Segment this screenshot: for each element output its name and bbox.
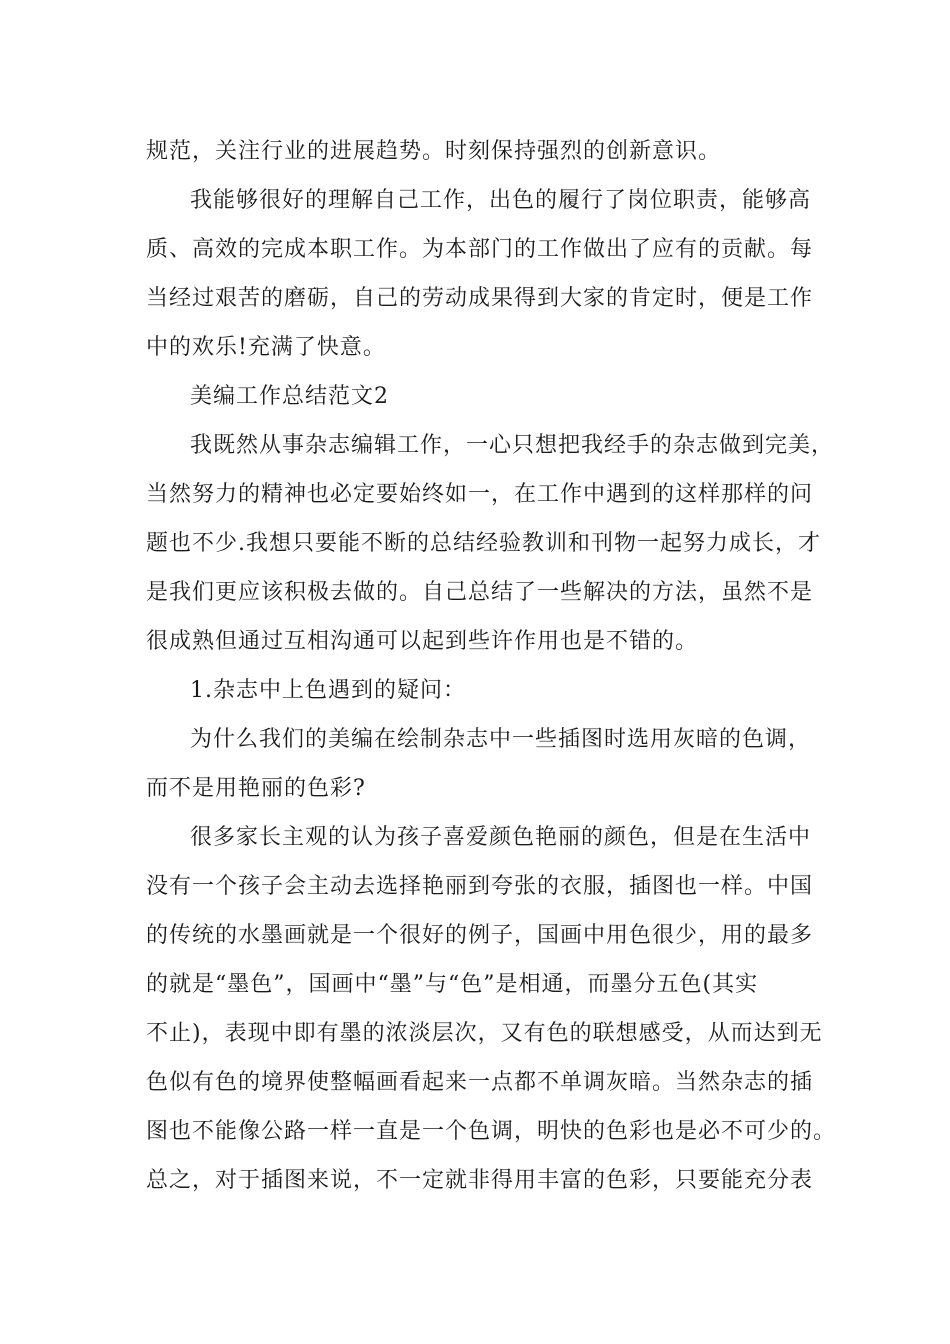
text-line-17: 的传统的水墨画就是一个很好的例子，国画中用色很少，用的最多	[146, 923, 814, 948]
text-line-18: 的就是“墨色”，国画中“墨”与“色”是相通，而墨分五色(其实	[146, 972, 759, 997]
text-line-2: 我能够很好的理解自己工作，出色的履行了岗位职责，能够高	[190, 188, 812, 213]
subsection-heading: 1.杂志中上色遇到的疑问：	[190, 678, 466, 703]
text-line-16: 没有一个孩子会主动去选择艳丽到夸张的衣服，插图也一样。中国	[146, 874, 814, 899]
text-line-21: 图也不能像公路一样一直是一个色调，明快的色彩也是必不可少的。	[146, 1119, 837, 1144]
text-line-7: 我既然从事杂志编辑工作，一心只想把我经手的杂志做到完美，	[190, 433, 835, 458]
text-line-1: 规范，关注行业的进展趋势。时刻保持强烈的创新意识。	[146, 139, 722, 164]
text-line-22: 总之，对于插图来说，不一定就非得用丰富的色彩，只要能充分表	[146, 1168, 814, 1193]
text-line-19: 不止)，表现中即有墨的浓淡层次，又有色的联想感受，从而达到无	[146, 1021, 823, 1046]
text-line-5: 中的欢乐!充满了快意。	[146, 335, 386, 360]
text-line-15: 很多家长主观的认为孩子喜爱颜色艳丽的颜色，但是在生活中	[190, 825, 812, 850]
section-heading: 美编工作总结范文2	[190, 384, 389, 409]
text-line-14: 而不是用艳丽的色彩?	[146, 776, 366, 801]
text-line-20: 色似有色的境界使整幅画看起来一点都不单调灰暗。当然杂志的插	[146, 1070, 814, 1095]
text-line-9: 题也不少.我想只要能不断的总结经验教训和刊物一起努力成长，才	[146, 531, 821, 556]
text-line-13: 为什么我们的美编在绘制杂志中一些插图时选用灰暗的色调，	[190, 727, 812, 752]
text-line-11: 很成熟但通过互相沟通可以起到些许作用也是不错的。	[146, 629, 699, 654]
text-line-10: 是我们更应该积极去做的。自己总结了一些解决的方法，虽然不是	[146, 580, 814, 605]
text-line-4: 当经过艰苦的磨砺，自己的劳动成果得到大家的肯定时，便是工作	[146, 286, 814, 311]
text-line-3: 质、高效的完成本职工作。为本部门的工作做出了应有的贡献。每	[146, 237, 814, 262]
text-line-8: 当然努力的精神也必定要始终如一，在工作中遇到的这样那样的问	[146, 482, 814, 507]
